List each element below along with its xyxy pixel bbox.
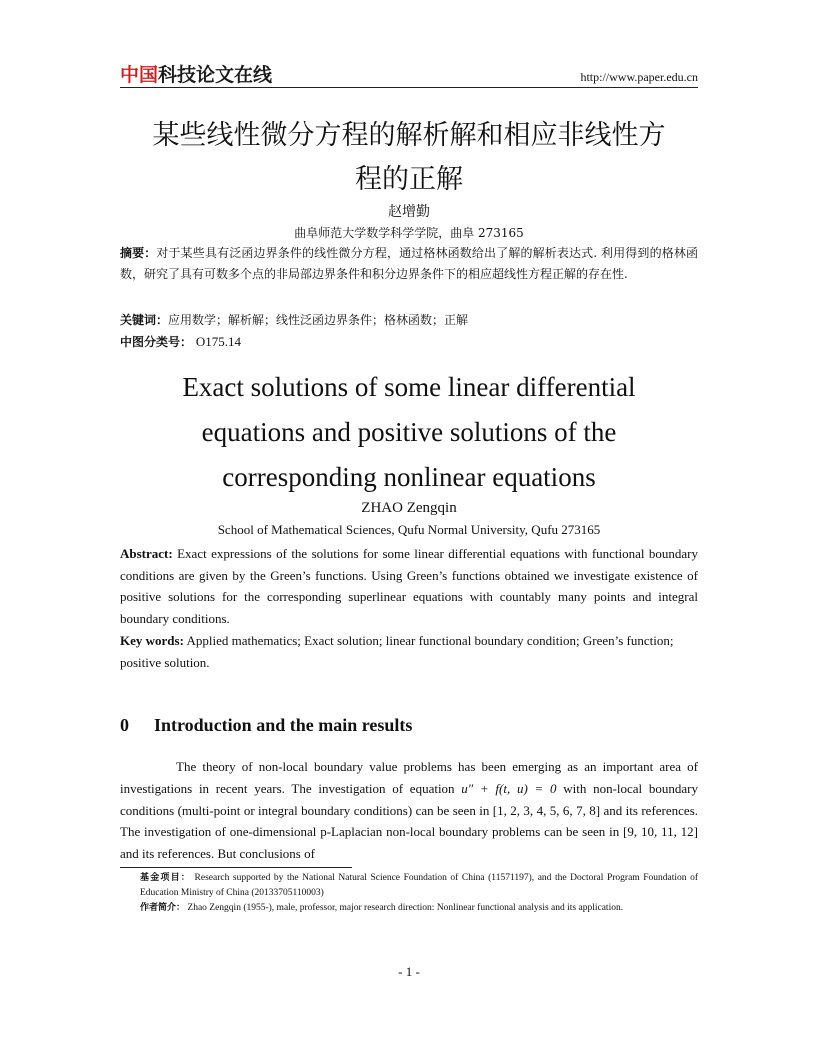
site-logo[interactable] [120, 63, 272, 87]
english-abstract-text: Exact expressions of the solutions for some linear differential equations with functional boundary conditions are given by the Green’s functions. Using Green’s functions obtained we investigate existence of positive solutions for the corresponding superlinear equations with countably many points and integral boundary conditions. [120, 546, 699, 626]
chinese-abstract [120, 243, 698, 285]
funding-label: 基金项目： [140, 873, 191, 883]
intro-text-part-1: The theory of non-local boundary value problems has been emerging as an important area of investigations in recent years. The investigation of equation [120, 759, 698, 796]
classification-label: 中图分类号： [120, 335, 193, 349]
page-number: - 1 - [398, 964, 420, 979]
chinese-author: 赵增勤 [388, 204, 430, 220]
intro-paragraph [120, 756, 698, 865]
chinese-abstract-text: 对于某些具有泛函边界条件的线性微分方程，通过格林函数给出了解的解析表达式. 利用得到的格林函数，研究了具有可数多个点的非局部边界条件和积分边界条件下的相应超线性方程正解的存在性. [120, 246, 698, 281]
site-url[interactable]: http://www.paper.edu.cn [580, 70, 698, 84]
english-keywords [120, 630, 698, 673]
funding-text: Research supported by the National Natural Science Foundation of China (11571197), and the Doctoral Program Foundation of Education Ministry of China (20133705110003) [140, 873, 698, 898]
english-title [120, 365, 698, 500]
page-header [120, 60, 698, 90]
english-title-line-1: Exact solutions of some linear differential [182, 372, 636, 402]
author-footnote [120, 901, 698, 916]
author-bio-text: Zhao Zengqin (1955-), male, professor, major research direction: Nonlinear functional analysis and its application. [187, 903, 624, 913]
funding-footnote [120, 871, 698, 901]
section-heading [120, 715, 698, 736]
logo-red-text: 中国 [120, 64, 159, 86]
chinese-abstract-label: 摘要： [120, 246, 157, 260]
section-number: 0 [120, 715, 129, 735]
english-keywords-text: Applied mathematics; Exact solution; linear functional boundary condition; Green’s function; positive solution. [120, 633, 674, 670]
footnote-divider [120, 867, 352, 868]
chinese-title-line-2: 程的正解 [355, 164, 463, 195]
header-divider [120, 87, 698, 88]
classification-code: O175.14 [195, 334, 241, 349]
chinese-keywords-label: 关键词： [120, 313, 169, 327]
english-title-line-3: corresponding nonlinear equations [222, 462, 596, 492]
chinese-title-line-1: 某些线性微分方程的解析解和相应非线性方 [152, 120, 666, 151]
section-title: Introduction and the main results [154, 715, 413, 735]
chinese-keywords [120, 311, 698, 328]
intro-equation: u″ + f(t, u) = 0 [461, 780, 557, 796]
english-keywords-label: Key words: [120, 633, 184, 648]
chinese-title [120, 114, 698, 202]
footnotes [120, 871, 698, 916]
chinese-keywords-text: 应用数学；解析解；线性泛函边界条件；格林函数；正解 [168, 313, 469, 327]
english-author: ZHAO Zengqin [361, 500, 457, 516]
english-affiliation: School of Mathematical Sciences, Qufu Normal University, Qufu 273165 [217, 522, 601, 537]
chinese-classification [120, 333, 698, 350]
english-abstract [120, 543, 698, 629]
chinese-affiliation: 曲阜师范大学数学科学学院，曲阜 273165 [294, 226, 524, 240]
logo-black-text: 科技论文在线 [158, 64, 273, 86]
english-abstract-label: Abstract: [120, 546, 173, 561]
english-title-line-2: equations and positive solutions of the [201, 417, 617, 447]
intro-text-part-2: with non-local boundary conditions (multi-point or integral boundary conditions) can be seen in [1, 2, 3, 4, 5, 6, 7, 8] and its references. The investigation of one-dimensional p-Laplacian non-local boundary problems can be seen in [9, 10, 11, 12] and its references. But conclusions of [120, 780, 698, 862]
author-bio-label: 作者简介： [140, 903, 186, 913]
